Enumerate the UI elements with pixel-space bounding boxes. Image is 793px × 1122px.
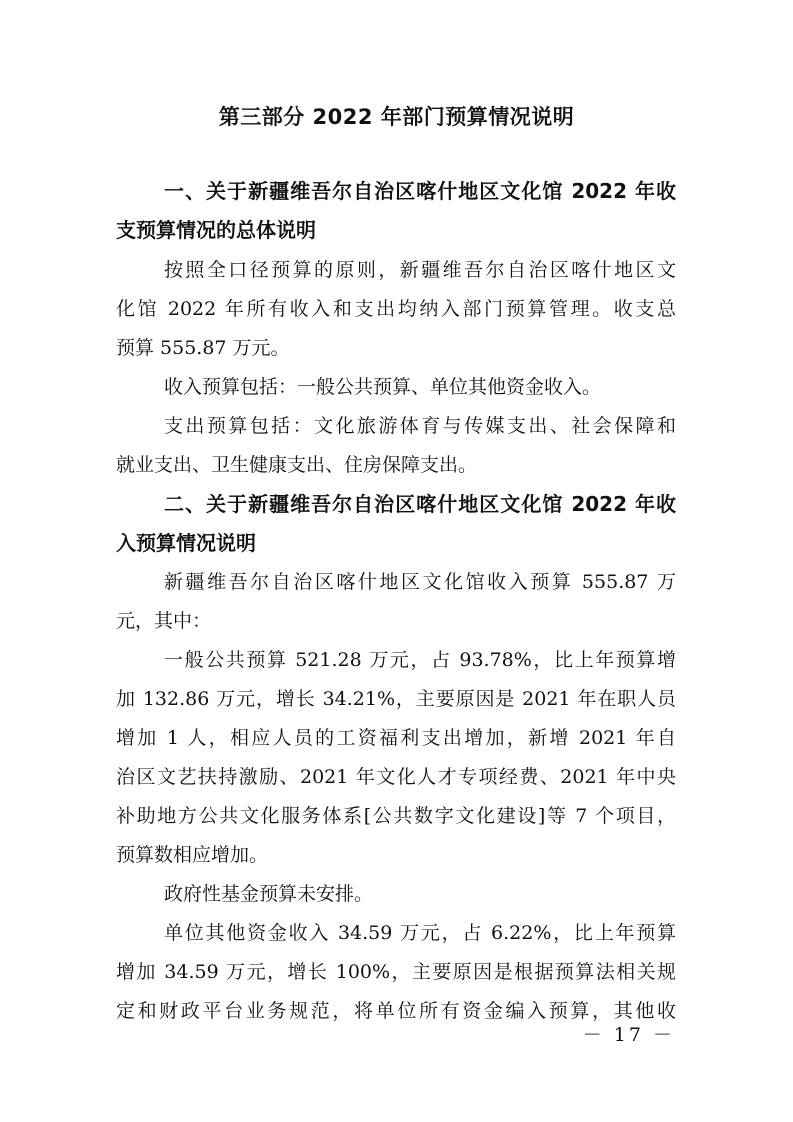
section1-paragraph3-line1: 支出预算包括：文化旅游体育与传媒支出、社会保障和 [164,415,676,437]
section2-paragraph2-line1: 一般公共预算 521.28 万元，占 93.78%，比上年预算增 [164,649,676,671]
section2-paragraph2-line2: 加 132.86 万元，增长 34.21%，主要原因是 2021 年在职人员 [116,688,676,710]
section1-paragraph1-line3: 预算 555.87 万元。 [116,337,290,359]
section2-paragraph2-line6: 预算数相应增加。 [116,844,269,866]
section2-paragraph4-line3: 定和财政平台业务规范，将单位所有资金编入预算，其他收 [116,1000,676,1022]
section2-paragraph2-line5: 补助地方公共文化服务体系[公共数字文化建设]等 7 个项目， [116,805,676,827]
section2-heading-line2: 入预算情况说明 [116,531,256,555]
section1-paragraph2-line1: 收入预算包括：一般公共预算、单位其他资金收入。 [164,376,602,398]
section2-paragraph2-line3: 增加 1 人，相应人员的工资福利支出增加，新增 2021 年自 [116,727,676,749]
section2-paragraph4-line2: 增加 34.59 万元，增长 100%，主要原因是根据预算法相关规 [116,961,676,983]
section1-heading-line1: 一、关于新疆维吾尔自治区喀什地区文化馆 2022 年收 [164,179,676,203]
section2-heading-line1: 二、关于新疆维吾尔自治区喀什地区文化馆 2022 年收 [164,492,676,516]
page-number: － 17 － [582,1024,675,1046]
page-title: 第三部分 2022 年部门预算情况说明 [218,105,575,129]
section2-paragraph1-line2: 元，其中： [116,610,212,632]
section1-paragraph1-line1: 按照全口径预算的原则，新疆维吾尔自治区喀什地区文 [164,259,676,281]
section1-paragraph1-line2: 化馆 2022 年所有收入和支出均纳入部门预算管理。收支总 [116,298,676,320]
section2-paragraph3-line1: 政府性基金预算未安排。 [164,883,374,905]
section1-paragraph3-line2: 就业支出、卫生健康支出、住房保障支出。 [116,454,478,476]
section2-paragraph2-line4: 治区文艺扶持激励、2021 年文化人才专项经费、2021 年中央 [116,766,676,788]
section2-paragraph1-line1: 新疆维吾尔自治区喀什地区文化馆收入预算 555.87 万 [164,571,676,593]
section1-heading-line2: 支预算情况的总体说明 [116,218,316,242]
section2-paragraph4-line1: 单位其他资金收入 34.59 万元，占 6.22%，比上年预算 [164,922,676,944]
